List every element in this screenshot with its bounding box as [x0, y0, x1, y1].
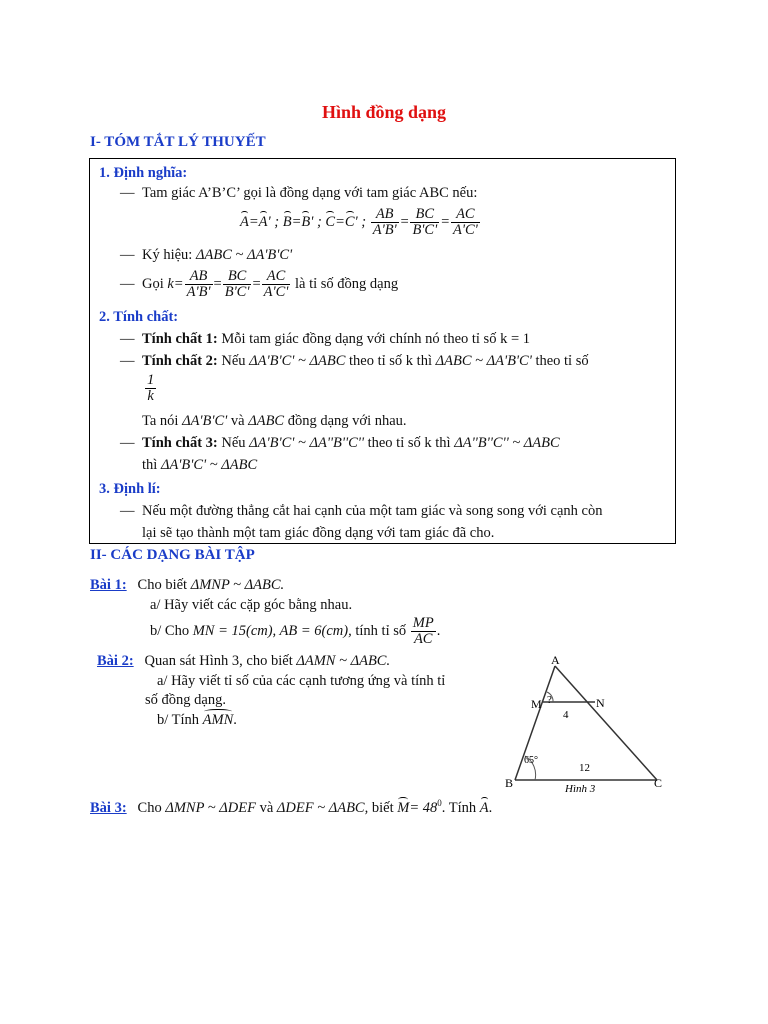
property-2-note: Ta nói ΔA'B'C' và ΔABC đồng dạng với nhau. — [142, 413, 407, 429]
theorem-line-2: lại sẽ tạo thành một tam giác đồng dạng với tam giác đã cho. — [142, 525, 495, 541]
exercise-2-a-line-2: số đồng dạng. — [145, 692, 226, 708]
property-2: — Tính chất 2: Nếu ΔA'B'C' ~ ΔABC theo tỉ số k thì ΔABC ~ ΔA'B'C' theo tỉ số — [120, 353, 589, 369]
vertex-n-label: N — [596, 696, 605, 710]
definition-line: — Tam giác A’B’C’ gọi là đồng dạng với tam giác ABC nếu: — [120, 185, 478, 201]
definition-heading: 1. Định nghĩa: — [99, 165, 188, 181]
angle-b-label: 65° — [524, 755, 538, 766]
segment-mn-label: 4 — [563, 709, 569, 721]
vertex-m-label: M — [531, 697, 542, 711]
segment-bc-label: 12 — [579, 762, 590, 774]
property-1: — Tính chất 1: Mỗi tam giác đồng dạng với chính nó theo tỉ số k = 1 — [120, 331, 531, 347]
theorem-heading: 3. Định lí: — [99, 481, 161, 497]
property-2-fraction: $\frac{1}{k}$ — [147, 372, 155, 404]
theorem-line-1: — Nếu một đường thẳng cắt hai cạnh của một tam giác và song song với cạnh còn — [120, 503, 603, 519]
exercise-1-intro: Bài 1: Cho biết ΔMNP ~ ΔABC. — [90, 577, 285, 593]
property-3-cont: thì ΔA'B'C' ~ ΔABC — [142, 457, 258, 473]
definition-formula: A=A' ; B=B' ; C=C' ; $\frac{AB}{A'B'}$ = $\frac{BC}{B'C'}$ = $\frac{AC}{A'C'}$ — [240, 206, 478, 238]
vertex-a-label: A — [551, 653, 560, 667]
exercise-2-intro: Bài 2: Quan sát Hình 3, cho biết ΔAMN ~ ΔABC. — [97, 653, 391, 669]
vertex-c-label: C — [654, 776, 663, 790]
exercise-3: Bài 3: Cho ΔMNP ~ ΔDEF và ΔDEF ~ ΔABC, biết $M= 48^0$. Tính A. — [90, 798, 493, 816]
figure-caption: Hình 3 — [565, 783, 596, 795]
exercise-2-a-line-1: a/ Hãy viết tỉ số của các cạnh tương ứng và tính tỉ — [157, 673, 446, 689]
exercise-1-b: b/ Cho MN = 15(cm), AB = 6(cm), tính tỉ số $\frac{MP}{AC}$ . — [150, 615, 441, 647]
theory-box — [89, 158, 676, 544]
notation-line: — Ký hiệu: ΔABC ~ ΔA'B'C' — [120, 247, 293, 263]
section-heading-theory: I- TÓM TẮT LÝ THUYẾT — [90, 134, 266, 150]
section-heading-exercises: II- CÁC DẠNG BÀI TẬP — [90, 547, 255, 563]
page-title: Hình đồng dạng — [321, 102, 447, 122]
property-3: — Tính chất 3: Nếu ΔA'B'C' ~ ΔA''B''C'' theo tỉ số k thì ΔA''B''C'' ~ ΔABC — [120, 435, 560, 451]
exercise-1-a: a/ Hãy viết các cặp góc bằng nhau. — [150, 597, 353, 613]
triangle-figure — [495, 650, 675, 800]
angle-question-label: ? — [547, 694, 552, 706]
properties-heading: 2. Tính chất: — [99, 309, 179, 325]
ratio-definition-line: — Gọi k= $\frac{AB}{A'B'}$ = $\frac{BC}{B'C'}$ = $\frac{AC}{A'C'}$ là tỉ số đồng dạng — [120, 268, 399, 300]
exercise-2-b: b/ Tính AMN. — [157, 712, 237, 728]
vertex-b-label: B — [505, 776, 514, 790]
